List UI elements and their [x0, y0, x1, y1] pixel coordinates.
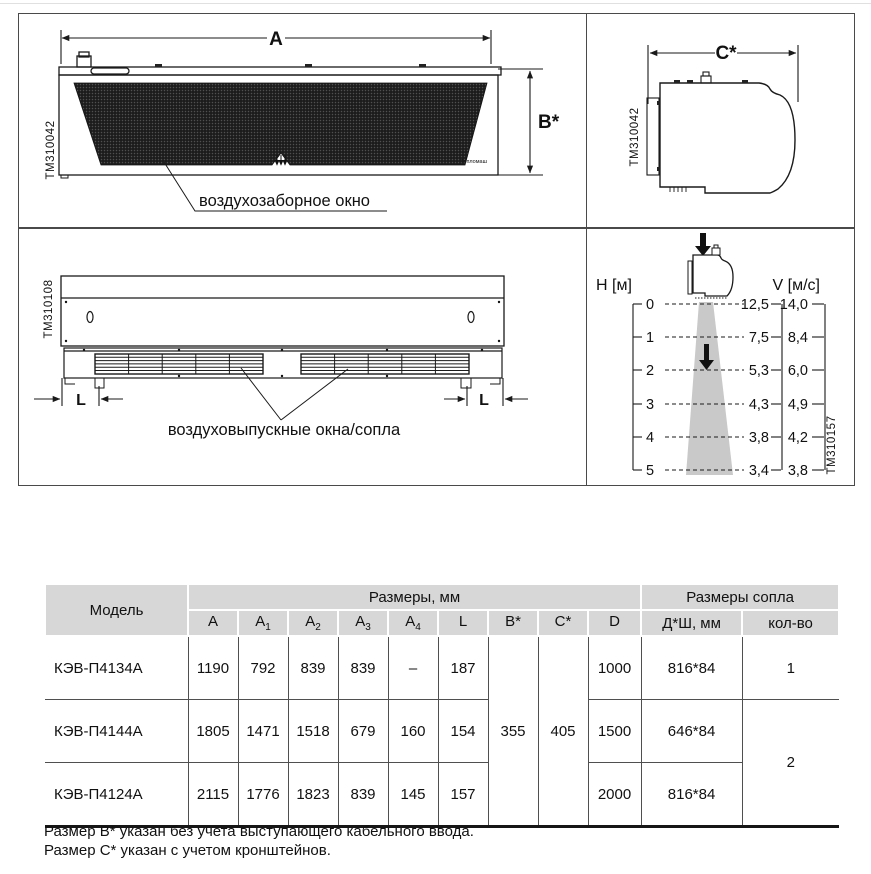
cell-a: 1805 [188, 700, 238, 763]
cell-qty: 1 [742, 636, 839, 700]
cell-a3: 839 [338, 636, 388, 700]
dim-l-right-label: L [479, 392, 489, 409]
cell-d: 1000 [588, 636, 641, 700]
v1-scale-bracket [771, 304, 782, 470]
svg-text:7,5: 7,5 [748, 330, 769, 346]
col-header-nozzle-size: Д*Ш, мм [641, 610, 742, 636]
col-header-a1: $A_1$ [238, 610, 288, 636]
svg-text:3,4: 3,4 [748, 463, 769, 479]
svg-text:8,4: 8,4 [787, 330, 808, 346]
dimensions-table [44, 583, 840, 828]
flow-arrow-top-icon [695, 233, 711, 256]
cell-a: 1190 [188, 636, 238, 700]
unit-profile [647, 72, 795, 193]
airflow-cone [686, 302, 733, 475]
cell-model: КЭВ-П4144А [45, 700, 188, 763]
table-row [45, 636, 839, 700]
header-row-groups [45, 584, 839, 610]
v-axis-label: V [м/с] [772, 277, 820, 294]
cell-model: КЭВ-П4134А [45, 636, 188, 700]
cell-nozzle: 646*84 [641, 700, 742, 763]
svg-text:2: 2 [646, 363, 655, 379]
cell-a4: – [388, 636, 438, 700]
col-header-c-star: C* [538, 610, 588, 636]
h-scale-bracket [633, 304, 642, 470]
col-header-l: L [438, 610, 488, 636]
footnote-c: Размер C* указан с учетом кронштейнов. [44, 842, 331, 859]
col-header-a2: $A_2$ [288, 610, 338, 636]
col-group-nozzle: Размеры сопла [641, 584, 839, 610]
svg-text:4,3: 4,3 [748, 397, 769, 413]
page-top-rule [0, 3, 871, 4]
intake-callout: воздухозаборное окно [199, 192, 370, 210]
profile-tabs [657, 80, 748, 171]
cell-model: КЭВ-П4124А [45, 763, 188, 827]
table-section [44, 583, 838, 828]
dim-b [498, 69, 543, 175]
airflow-diagram [587, 228, 854, 485]
dim-a-label: A [269, 29, 283, 50]
cell-a1: 1776 [238, 763, 288, 827]
svg-text:5: 5 [646, 463, 655, 479]
front-view-drawing [19, 14, 586, 227]
cell-nozzle: 816*84 [641, 763, 742, 827]
outlet-callout: воздуховыпускные окна/сопла [167, 421, 401, 439]
intake-grille [74, 83, 487, 165]
col-header-b-star: B* [488, 610, 538, 636]
svg-text:6,0: 6,0 [787, 363, 808, 379]
figure-horizontal-divider [19, 227, 854, 229]
dim-c-label: C* [715, 43, 737, 64]
svg-text:3,8: 3,8 [787, 463, 808, 479]
cell-d: 1500 [588, 700, 641, 763]
dim-b-label: B* [538, 112, 560, 133]
h-scale-values [646, 297, 654, 479]
drawing-code: ТМ310157 [826, 415, 838, 475]
drawing-code: ТМ310042 [45, 120, 57, 180]
unit-back [61, 276, 504, 346]
profile-details [670, 187, 686, 192]
outlet-grilles [95, 354, 469, 374]
col-header-a: A [188, 610, 238, 636]
callout-leaders [241, 368, 348, 420]
table-row [45, 763, 839, 827]
drawing-code: ТМ310108 [43, 279, 55, 339]
col-header-model: Модель [45, 584, 188, 636]
cell-a1: 792 [238, 636, 288, 700]
drawing-code: ТМ310042 [629, 107, 641, 167]
footnotes [44, 822, 474, 860]
col-header-a3: $A_3$ [338, 610, 388, 636]
svg-text:1: 1 [646, 330, 655, 346]
cell-a2: 839 [288, 636, 338, 700]
svg-text:12,5: 12,5 [740, 297, 769, 313]
cell-a3: 679 [338, 700, 388, 763]
figure-vertical-divider [586, 14, 588, 485]
cell-a3: 839 [338, 763, 388, 827]
brand-label: Тепломаш [460, 159, 487, 165]
v1-scale-values [741, 297, 769, 479]
cell-a2: 1823 [288, 763, 338, 827]
cell-a2: 1518 [288, 700, 338, 763]
drawings-figure [18, 13, 855, 486]
svg-text:14,0: 14,0 [779, 297, 808, 313]
svg-text:5,3: 5,3 [748, 363, 769, 379]
bottom-view-drawing [19, 228, 586, 485]
cell-c-star-merged: 405 [538, 636, 588, 827]
cell-a: 2115 [188, 763, 238, 827]
cell-l: 187 [438, 636, 488, 700]
col-header-d: D [588, 610, 641, 636]
svg-text:3,8: 3,8 [748, 430, 769, 446]
cell-b-star-merged: 355 [488, 636, 538, 827]
screw-dots [65, 301, 500, 377]
logo-arrows-icon [275, 155, 287, 165]
dim-l-left-label: L [76, 392, 86, 409]
v2-scale-bracket [812, 304, 825, 470]
cell-a1: 1471 [238, 700, 288, 763]
col-header-a4: $A_4$ [388, 610, 438, 636]
col-header-qty: кол-во [742, 610, 839, 636]
svg-text:0: 0 [646, 297, 655, 313]
svg-text:4: 4 [646, 430, 655, 446]
v2-scale-values [780, 297, 808, 479]
h-axis-label: H [м] [596, 277, 632, 294]
cell-l: 157 [438, 763, 488, 827]
svg-text:3: 3 [646, 397, 655, 413]
col-group-dimensions: Размеры, мм [188, 584, 641, 610]
cell-a4: 145 [388, 763, 438, 827]
cell-qty-merged: 2 [742, 700, 839, 827]
footnote-b: Размер B* указан без учета выступающего кабельного ввода. [44, 823, 474, 840]
svg-text:4,9: 4,9 [787, 397, 808, 413]
svg-text:4,2: 4,2 [787, 430, 808, 446]
side-view-drawing [587, 14, 854, 227]
cell-a4: 160 [388, 700, 438, 763]
table-row [45, 700, 839, 763]
cell-nozzle: 816*84 [641, 636, 742, 700]
unit-mini-profile [688, 245, 733, 298]
cell-l: 154 [438, 700, 488, 763]
cell-d: 2000 [588, 763, 641, 827]
